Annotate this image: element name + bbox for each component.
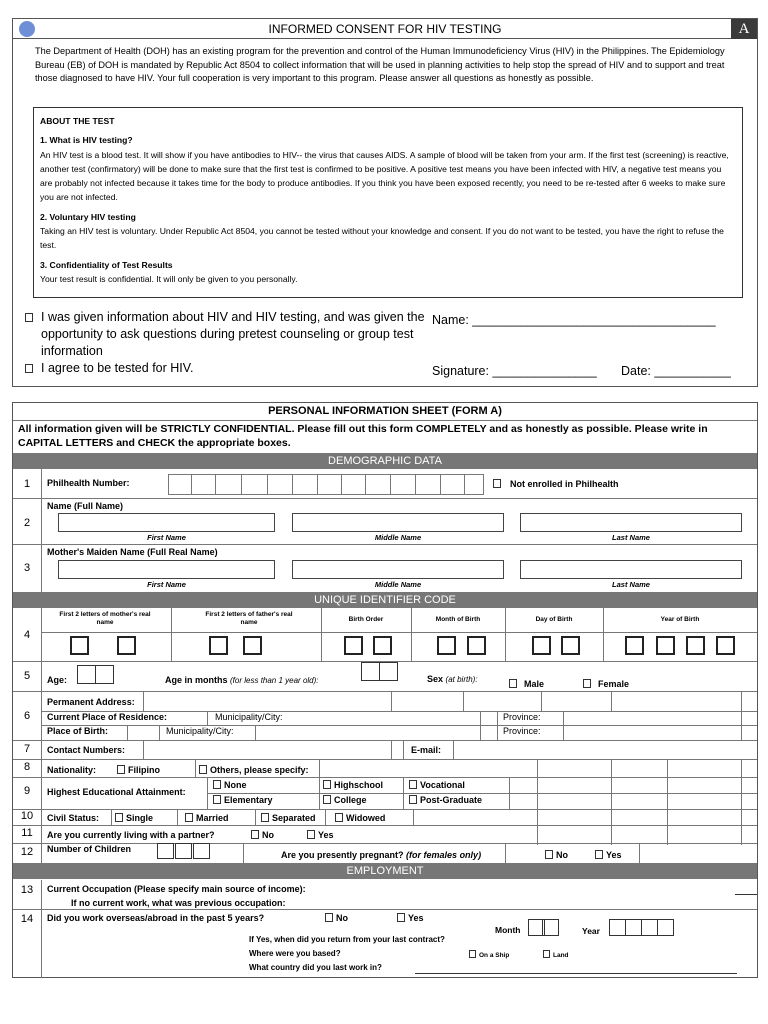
civil-married-option[interactable]: Married xyxy=(185,813,229,823)
children-box-2[interactable] xyxy=(175,843,192,859)
edu-postgrad-checkbox[interactable] xyxy=(409,795,417,804)
q2-heading: 2. Voluntary HIV testing xyxy=(40,211,136,222)
consent-name-field[interactable]: Name: ___________________________________ xyxy=(432,313,716,327)
form-instructions: All information given will be STRICTLY CONFIDENTIAL. Please fill out this form COMPLETELY and as honestly as possible. Please write in CAPITAL LETTERS and CHECK the appropriate boxes. xyxy=(18,423,708,449)
mother-first-name-caption: First Name xyxy=(147,580,186,589)
overseas-label: Did you work overseas/abroad in the past 5 years? xyxy=(47,913,265,923)
sex-label: Sex (at birth): xyxy=(427,674,478,684)
sex-male-option[interactable]: Male xyxy=(509,679,544,689)
row-number: 9 xyxy=(23,785,31,797)
contact-numbers-input[interactable] xyxy=(144,741,389,758)
agree-test-text: I agree to be tested for HIV. xyxy=(41,361,194,375)
full-name-label: Name (Full Name) xyxy=(47,501,124,511)
pregnant-yes-option[interactable]: Yes xyxy=(595,850,622,860)
return-year-box-4[interactable] xyxy=(657,919,674,936)
pregnant-yes-checkbox[interactable] xyxy=(595,850,603,859)
civil-widowed-option[interactable]: Widowed xyxy=(335,813,385,823)
uic-month-box-1[interactable] xyxy=(437,636,456,655)
partner-no-option[interactable]: No xyxy=(251,830,274,840)
uic-year-box-3[interactable] xyxy=(686,636,705,655)
edu-none-option[interactable]: None xyxy=(213,780,247,790)
agree-test-checkbox[interactable] xyxy=(25,364,33,373)
not-enrolled-checkbox[interactable] xyxy=(493,479,501,488)
partner-yes-checkbox[interactable] xyxy=(307,830,315,839)
circle-icon xyxy=(19,21,35,37)
info-consent-item xyxy=(25,309,425,360)
row-number: 2 xyxy=(23,517,31,529)
last-name-caption: Last Name xyxy=(612,533,650,542)
return-year-box-1[interactable] xyxy=(609,919,626,936)
others-nationality-checkbox[interactable] xyxy=(199,765,207,774)
consent-signature-field[interactable]: Signature: _______________ xyxy=(432,364,597,378)
q2-body: Taking an HIV test is voluntary. Under Republic Act 8504, you cannot be tested without your knowledge and consent. If you do not want to be tested, you have the right to refuse the test. xyxy=(40,226,724,251)
on-ship-checkbox[interactable] xyxy=(469,950,476,958)
edu-elementary-checkbox[interactable] xyxy=(213,795,221,804)
row-number: 8 xyxy=(23,761,31,773)
male-checkbox[interactable] xyxy=(509,679,517,688)
q1-body: An HIV test is a blood test. It will show if you have antibodies to HIV-- the virus that causes AIDS. A sample of blood will be taken from your arm. If the first test (screening) is reactive, another test (confirmatory) will be done to make sure that the first test is confirmed to be positive. A positive test means you have been infected with HIV, a negative test means you are probably not infected because it takes time for the body to produce antibodies. If you think you have been exposed recently, you need to be re-tested after 6 weeks to make sure you are not infected. xyxy=(40,149,729,203)
uic-year-box-2[interactable] xyxy=(656,636,675,655)
edu-elementary-option[interactable]: Elementary xyxy=(213,795,273,805)
return-when-label: If Yes, when did you return from your last contract? xyxy=(249,935,445,944)
row-number: 14 xyxy=(20,913,34,925)
middle-name-input[interactable] xyxy=(292,513,504,532)
civil-separated-option[interactable]: Separated xyxy=(261,813,316,823)
row-number: 13 xyxy=(20,884,34,896)
month-label: Month xyxy=(495,925,521,935)
permanent-address-input[interactable] xyxy=(144,692,740,711)
education-label: Highest Educational Attainment: xyxy=(47,787,186,797)
uic-year-label: Year of Birth xyxy=(660,616,700,623)
last-name-input[interactable] xyxy=(520,513,742,532)
occupation-input-line[interactable] xyxy=(735,894,757,895)
row-number: 3 xyxy=(23,562,31,574)
mother-last-name-caption: Last Name xyxy=(612,580,650,589)
married-checkbox[interactable] xyxy=(185,813,193,822)
age-months-box-2[interactable] xyxy=(379,662,398,681)
edu-highschool-checkbox[interactable] xyxy=(323,780,331,789)
info-consent-checkbox[interactable] xyxy=(25,313,33,322)
q3-heading: 3. Confidentiality of Test Results xyxy=(40,259,173,270)
agree-test-item xyxy=(25,360,425,377)
filipino-checkbox[interactable] xyxy=(117,765,125,774)
edu-highschool-option[interactable]: Highschool xyxy=(323,780,383,790)
age-months-box-1[interactable] xyxy=(361,662,380,681)
uic-birth-order-box-2[interactable] xyxy=(373,636,392,655)
contact-numbers-label: Contact Numbers: xyxy=(47,745,126,755)
edu-college-option[interactable]: College xyxy=(323,795,367,805)
widowed-checkbox[interactable] xyxy=(335,813,343,822)
land-checkbox[interactable] xyxy=(543,950,550,958)
age-label: Age: xyxy=(47,675,67,685)
land-option[interactable]: Land xyxy=(543,950,569,959)
return-year-box-3[interactable] xyxy=(641,919,658,936)
last-country-input-line[interactable] xyxy=(415,973,737,974)
partner-no-checkbox[interactable] xyxy=(251,830,259,839)
separated-checkbox[interactable] xyxy=(261,813,269,822)
uic-month-box-2[interactable] xyxy=(467,636,486,655)
partner-yes-option[interactable]: Yes xyxy=(307,830,334,840)
consent-intro: The Department of Health (DOH) has an existing program for the prevention and control of the Human Immunodeficiency Virus (HIV) in the Philippines. The Epidemiology Bureau (EB) of DOH is mandated by Republic Act 8504 to collect information that will be used in planning activities to help stop the spread of HIV and to support and treat those diagnosed to have HIV. Your full cooperation is very important to this program. Please answer all questions as honestly as possible. xyxy=(35,46,725,83)
permanent-address-label: Permanent Address: xyxy=(47,697,135,707)
demographic-header: DEMOGRAPHIC DATA xyxy=(13,453,757,469)
middle-name-caption: Middle Name xyxy=(374,533,422,542)
uic-father-box-2[interactable] xyxy=(243,636,262,655)
nationality-others-option[interactable]: Others, please specify: xyxy=(199,765,309,775)
uic-day-box-2[interactable] xyxy=(561,636,580,655)
civil-single-option[interactable]: Single xyxy=(115,813,153,823)
uic-mother-label: First 2 letters of mother's real name xyxy=(59,611,151,626)
overseas-yes-option[interactable]: Yes xyxy=(397,913,424,923)
age-box-2[interactable] xyxy=(95,665,114,684)
uic-mother-box-2[interactable] xyxy=(117,636,136,655)
female-checkbox[interactable] xyxy=(583,679,591,688)
about-the-test-box xyxy=(33,107,743,298)
mother-first-name-input[interactable] xyxy=(58,560,275,579)
uic-day-box-1[interactable] xyxy=(532,636,551,655)
edu-vocational-checkbox[interactable] xyxy=(409,780,417,789)
place-of-birth-label: Place of Birth: xyxy=(47,726,109,736)
info-consent-text: I was given information about HIV and HIV testing, and was given the opportunity to ask questions during pretest counseling or group test information xyxy=(41,310,425,358)
row-number: 11 xyxy=(21,827,33,839)
mother-middle-name-input[interactable] xyxy=(292,560,504,579)
about-heading: ABOUT THE TEST xyxy=(40,116,115,126)
uic-birth-order-label: Birth Order xyxy=(348,616,384,623)
pregnant-no-option[interactable]: No xyxy=(545,850,568,860)
province-label: Province: xyxy=(503,712,541,722)
sex-female-option[interactable]: Female xyxy=(583,679,629,689)
birth-municipality-label: Municipality/City: xyxy=(166,726,234,736)
overseas-no-option[interactable]: No xyxy=(325,913,348,923)
first-name-input[interactable] xyxy=(58,513,275,532)
uic-day-label: Day of Birth xyxy=(535,616,573,623)
municipality-label: Municipality/City: xyxy=(215,712,283,722)
form-title: PERSONAL INFORMATION SHEET (FORM A) xyxy=(268,405,502,417)
email-input[interactable] xyxy=(454,741,756,758)
edu-vocational-option[interactable]: Vocational xyxy=(409,780,465,790)
uic-year-box-1[interactable] xyxy=(625,636,644,655)
uic-birth-order-box-1[interactable] xyxy=(344,636,363,655)
uic-month-label: Month of Birth xyxy=(435,616,481,623)
age-months-label: Age in months (for less than 1 year old): xyxy=(165,675,319,685)
row-number: 6 xyxy=(23,710,31,722)
overseas-yes-checkbox[interactable] xyxy=(397,913,405,922)
last-country-label: What country did you last work in? xyxy=(249,963,382,972)
uic-header: UNIQUE IDENTIFIER CODE xyxy=(13,592,757,608)
return-month-box-2[interactable] xyxy=(542,919,559,936)
edu-none-checkbox[interactable] xyxy=(213,780,221,789)
pregnant-label: Are you presently pregnant? (for females only) xyxy=(281,850,482,860)
row-number: 12 xyxy=(20,846,34,858)
row-number: 4 xyxy=(23,629,31,641)
overseas-no-checkbox[interactable] xyxy=(325,913,333,922)
single-checkbox[interactable] xyxy=(115,813,123,822)
email-label: E-mail: xyxy=(411,745,442,755)
row-number: 5 xyxy=(23,670,31,682)
row-number: 7 xyxy=(23,743,31,755)
nationality-label: Nationality: xyxy=(47,765,97,775)
mother-last-name-input[interactable] xyxy=(520,560,742,579)
on-ship-option[interactable]: On a Ship xyxy=(469,950,509,959)
year-label: Year xyxy=(582,926,600,936)
uic-father-label: First 2 letters of father's real name xyxy=(205,611,293,626)
edu-postgrad-option[interactable]: Post-Graduate xyxy=(409,795,482,805)
consent-section xyxy=(12,18,758,387)
nationality-others-input[interactable] xyxy=(320,760,510,776)
uic-mother-box-1[interactable] xyxy=(70,636,89,655)
consent-title: INFORMED CONSENT FOR HIV TESTING xyxy=(13,19,757,39)
first-name-caption: First Name xyxy=(147,533,186,542)
employment-header: EMPLOYMENT xyxy=(13,863,757,879)
q3-body: Your test result is confidential. It will only be given to you personally. xyxy=(40,273,298,284)
where-based-label: Where were you based? xyxy=(249,949,341,958)
philhealth-label: Philhealth Number: xyxy=(47,478,130,488)
mother-name-label: Mother's Maiden Name (Full Real Name) xyxy=(47,547,218,557)
consent-date-field[interactable]: Date: ___________ xyxy=(621,364,731,378)
children-box-1[interactable] xyxy=(157,843,174,859)
return-year-box-2[interactable] xyxy=(625,919,642,936)
children-label: Number of Children xyxy=(47,844,132,854)
row-number: 10 xyxy=(20,810,34,822)
personal-information-sheet xyxy=(12,402,758,978)
pregnant-no-checkbox[interactable] xyxy=(545,850,553,859)
not-enrolled-option[interactable]: Not enrolled in Philhealth xyxy=(493,479,619,489)
edu-college-checkbox[interactable] xyxy=(323,795,331,804)
uic-father-box-1[interactable] xyxy=(209,636,228,655)
row-number: 1 xyxy=(23,478,31,490)
current-residence-label: Current Place of Residence: xyxy=(47,712,168,722)
previous-occupation-label: If no current work, what was previous occupation: xyxy=(71,898,286,908)
occupation-label: Current Occupation (Please specify main source of income): xyxy=(47,884,306,894)
q1-heading: 1. What is HIV testing? xyxy=(40,135,133,146)
living-partner-label: Are you currently living with a partner? xyxy=(47,830,215,840)
form-letter-badge: A xyxy=(731,19,757,39)
uic-year-box-4[interactable] xyxy=(716,636,735,655)
children-box-3[interactable] xyxy=(193,843,210,859)
birth-province-label: Province: xyxy=(503,726,541,736)
mother-middle-name-caption: Middle Name xyxy=(374,580,422,589)
civil-status-label: Civil Status: xyxy=(47,813,100,823)
age-box-1[interactable] xyxy=(77,665,96,684)
nationality-filipino-option[interactable]: Filipino xyxy=(117,765,160,775)
